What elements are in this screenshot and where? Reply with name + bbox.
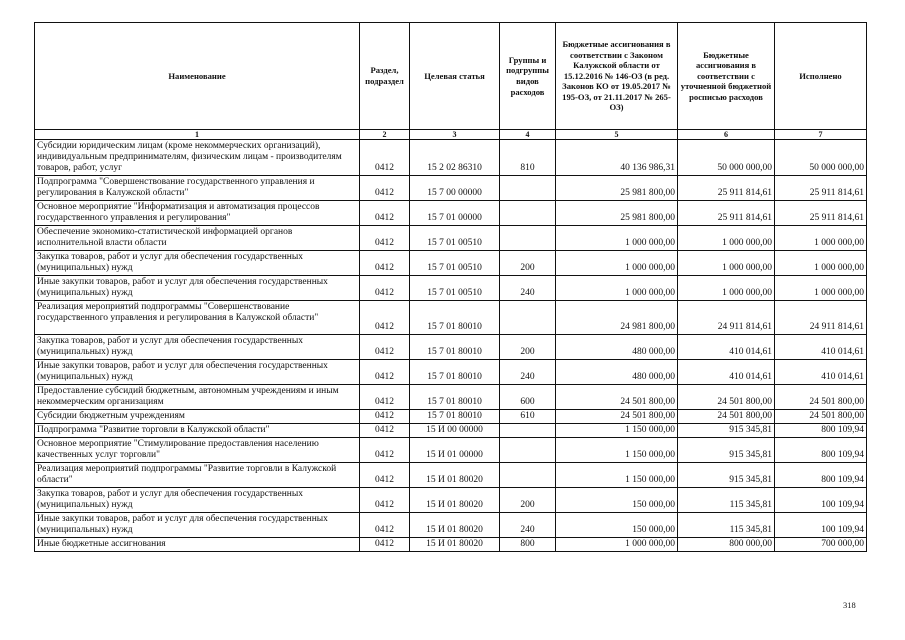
row-target-article: 15 7 01 80010 xyxy=(410,360,500,385)
row-name: Иные закупки товаров, работ и услуг для обеспечения государственных (муниципальных) нужд xyxy=(35,360,360,385)
table-row xyxy=(35,488,867,513)
row-section: 0412 xyxy=(360,513,410,538)
row-executed: 50 000 000,00 xyxy=(775,140,867,176)
row-law-allocation: 1 000 000,00 xyxy=(556,276,678,301)
row-section: 0412 xyxy=(360,226,410,251)
row-law-allocation: 40 136 986,31 xyxy=(556,140,678,176)
row-expense-group xyxy=(500,176,556,201)
row-expense-group: 800 xyxy=(500,538,556,552)
row-executed: 24 911 814,61 xyxy=(775,301,867,335)
row-law-allocation: 1 150 000,00 xyxy=(556,424,678,438)
row-section: 0412 xyxy=(360,410,410,424)
header-roster-allocations: Бюджетные ассигнования в соответствии с уточненной бюджетной росписью расходов xyxy=(678,23,775,130)
row-section: 0412 xyxy=(360,538,410,552)
row-name: Иные закупки товаров, работ и услуг для обеспечения государственных (муниципальных) нужд xyxy=(35,513,360,538)
table-row xyxy=(35,424,867,438)
row-executed: 800 109,94 xyxy=(775,463,867,488)
budget-table xyxy=(34,22,867,552)
row-section: 0412 xyxy=(360,251,410,276)
table-row xyxy=(35,438,867,463)
row-roster-allocation: 1 000 000,00 xyxy=(678,226,775,251)
row-law-allocation: 24 501 800,00 xyxy=(556,385,678,410)
page-number: 318 xyxy=(843,600,856,610)
row-executed: 410 014,61 xyxy=(775,335,867,360)
row-target-article: 15 И 01 80020 xyxy=(410,513,500,538)
row-roster-allocation: 410 014,61 xyxy=(678,360,775,385)
column-number: 4 xyxy=(500,130,556,140)
row-name: Основное мероприятие "Стимулирование предоставления населению качественных услуг торговли" xyxy=(35,438,360,463)
row-expense-group: 610 xyxy=(500,410,556,424)
row-section: 0412 xyxy=(360,176,410,201)
row-law-allocation: 1 000 000,00 xyxy=(556,226,678,251)
row-roster-allocation: 25 911 814,61 xyxy=(678,201,775,226)
column-number: 5 xyxy=(556,130,678,140)
row-name: Иные бюджетные ассигнования xyxy=(35,538,360,552)
row-section: 0412 xyxy=(360,463,410,488)
row-law-allocation: 24 981 800,00 xyxy=(556,301,678,335)
row-target-article: 15 7 01 80010 xyxy=(410,335,500,360)
column-number: 1 xyxy=(35,130,360,140)
row-target-article: 15 2 02 86310 xyxy=(410,140,500,176)
row-expense-group xyxy=(500,438,556,463)
row-name: Реализация мероприятий подпрограммы "Совершенствование государственного управления и регулирования в Калужской области" xyxy=(35,301,360,335)
row-target-article: 15 И 01 80020 xyxy=(410,538,500,552)
row-name: Закупка товаров, работ и услуг для обеспечения государственных (муниципальных) нужд xyxy=(35,335,360,360)
header-law-allocations: Бюджетные ассигнования в соответствии с Законом Калужской области от 15.12.2016 № 146-ОЗ (в ред. Законов КО от 19.05.2017 № 195-ОЗ, от 21.11.2017 № 265-ОЗ) xyxy=(556,23,678,130)
table-row xyxy=(35,360,867,385)
row-executed: 24 501 800,00 xyxy=(775,410,867,424)
row-target-article: 15 7 00 00000 xyxy=(410,176,500,201)
row-expense-group: 200 xyxy=(500,488,556,513)
row-roster-allocation: 24 911 814,61 xyxy=(678,301,775,335)
table-row xyxy=(35,251,867,276)
row-roster-allocation: 915 345,81 xyxy=(678,424,775,438)
column-number: 2 xyxy=(360,130,410,140)
row-name: Основное мероприятие "Информатизация и автоматизация процессов государственного управления и регулирования" xyxy=(35,201,360,226)
row-executed: 700 000,00 xyxy=(775,538,867,552)
row-name: Закупка товаров, работ и услуг для обеспечения государственных (муниципальных) нужд xyxy=(35,251,360,276)
table-row xyxy=(35,385,867,410)
table-row xyxy=(35,226,867,251)
row-expense-group xyxy=(500,463,556,488)
row-target-article: 15 7 01 80010 xyxy=(410,385,500,410)
row-target-article: 15 7 01 00510 xyxy=(410,276,500,301)
row-target-article: 15 7 01 80010 xyxy=(410,301,500,335)
row-law-allocation: 150 000,00 xyxy=(556,488,678,513)
row-target-article: 15 И 00 00000 xyxy=(410,424,500,438)
row-law-allocation: 1 000 000,00 xyxy=(556,538,678,552)
column-number-row xyxy=(35,130,867,140)
row-expense-group xyxy=(500,301,556,335)
header-executed: Исполнено xyxy=(775,23,867,130)
table-row xyxy=(35,140,867,176)
row-target-article: 15 7 01 00510 xyxy=(410,251,500,276)
table-row xyxy=(35,538,867,552)
row-roster-allocation: 800 000,00 xyxy=(678,538,775,552)
row-expense-group: 600 xyxy=(500,385,556,410)
row-roster-allocation: 24 501 800,00 xyxy=(678,410,775,424)
row-expense-group: 240 xyxy=(500,276,556,301)
row-expense-group: 200 xyxy=(500,251,556,276)
row-name: Иные закупки товаров, работ и услуг для обеспечения государственных (муниципальных) нужд xyxy=(35,276,360,301)
row-expense-group xyxy=(500,424,556,438)
row-target-article: 15 7 01 00000 xyxy=(410,201,500,226)
row-executed: 800 109,94 xyxy=(775,424,867,438)
row-law-allocation: 1 150 000,00 xyxy=(556,438,678,463)
row-executed: 1 000 000,00 xyxy=(775,226,867,251)
row-roster-allocation: 1 000 000,00 xyxy=(678,276,775,301)
row-section: 0412 xyxy=(360,438,410,463)
row-executed: 1 000 000,00 xyxy=(775,276,867,301)
table-row xyxy=(35,335,867,360)
row-target-article: 15 И 01 80020 xyxy=(410,463,500,488)
row-executed: 100 109,94 xyxy=(775,488,867,513)
row-section: 0412 xyxy=(360,385,410,410)
header-section: Раздел, подраздел xyxy=(360,23,410,130)
row-law-allocation: 1 000 000,00 xyxy=(556,251,678,276)
row-section: 0412 xyxy=(360,201,410,226)
table-row xyxy=(35,201,867,226)
row-roster-allocation: 50 000 000,00 xyxy=(678,140,775,176)
row-law-allocation: 480 000,00 xyxy=(556,335,678,360)
row-roster-allocation: 1 000 000,00 xyxy=(678,251,775,276)
row-name: Обеспечение экономико-статистической информацией органов исполнительной власти области xyxy=(35,226,360,251)
row-target-article: 15 7 01 00510 xyxy=(410,226,500,251)
row-name: Закупка товаров, работ и услуг для обеспечения государственных (муниципальных) нужд xyxy=(35,488,360,513)
row-expense-group: 240 xyxy=(500,513,556,538)
row-section: 0412 xyxy=(360,140,410,176)
row-expense-group xyxy=(500,226,556,251)
row-executed: 800 109,94 xyxy=(775,438,867,463)
header-expense-group: Группы и подгруппы видов расходов xyxy=(500,23,556,130)
row-expense-group: 240 xyxy=(500,360,556,385)
row-law-allocation: 24 501 800,00 xyxy=(556,410,678,424)
row-name: Подпрограмма "Совершенствование государственного управления и регулирования в Калужской области" xyxy=(35,176,360,201)
row-law-allocation: 150 000,00 xyxy=(556,513,678,538)
header-name: Наименование xyxy=(35,23,360,130)
row-law-allocation: 1 150 000,00 xyxy=(556,463,678,488)
row-section: 0412 xyxy=(360,335,410,360)
row-name: Субсидии юридическим лицам (кроме некоммерческих организаций), индивидуальным предпринимателям, физическим лицам - производителям товаров, работ, услуг xyxy=(35,140,360,176)
row-section: 0412 xyxy=(360,276,410,301)
column-number: 7 xyxy=(775,130,867,140)
row-roster-allocation: 24 501 800,00 xyxy=(678,385,775,410)
row-section: 0412 xyxy=(360,360,410,385)
row-name: Подпрограмма "Развитие торговли в Калужской области" xyxy=(35,424,360,438)
row-law-allocation: 25 981 800,00 xyxy=(556,176,678,201)
row-law-allocation: 480 000,00 xyxy=(556,360,678,385)
row-roster-allocation: 115 345,81 xyxy=(678,488,775,513)
row-executed: 24 501 800,00 xyxy=(775,385,867,410)
row-roster-allocation: 25 911 814,61 xyxy=(678,176,775,201)
row-section: 0412 xyxy=(360,301,410,335)
row-expense-group: 810 xyxy=(500,140,556,176)
row-roster-allocation: 410 014,61 xyxy=(678,335,775,360)
row-section: 0412 xyxy=(360,424,410,438)
row-name: Реализация мероприятий подпрограммы "Развитие торговли в Калужской области" xyxy=(35,463,360,488)
table-row xyxy=(35,276,867,301)
row-roster-allocation: 115 345,81 xyxy=(678,513,775,538)
table-row xyxy=(35,301,867,335)
row-expense-group: 200 xyxy=(500,335,556,360)
header-row xyxy=(35,23,867,130)
row-executed: 25 911 814,61 xyxy=(775,201,867,226)
table-row xyxy=(35,176,867,201)
row-executed: 25 911 814,61 xyxy=(775,176,867,201)
table-row xyxy=(35,463,867,488)
row-executed: 410 014,61 xyxy=(775,360,867,385)
row-target-article: 15 И 01 80020 xyxy=(410,488,500,513)
column-number: 6 xyxy=(678,130,775,140)
row-law-allocation: 25 981 800,00 xyxy=(556,201,678,226)
row-executed: 100 109,94 xyxy=(775,513,867,538)
row-target-article: 15 7 01 80010 xyxy=(410,410,500,424)
row-executed: 1 000 000,00 xyxy=(775,251,867,276)
row-roster-allocation: 915 345,81 xyxy=(678,463,775,488)
row-name: Предоставление субсидий бюджетным, автономным учреждениям и иным некоммерческим организациям xyxy=(35,385,360,410)
row-target-article: 15 И 01 00000 xyxy=(410,438,500,463)
row-roster-allocation: 915 345,81 xyxy=(678,438,775,463)
row-name: Субсидии бюджетным учреждениям xyxy=(35,410,360,424)
row-section: 0412 xyxy=(360,488,410,513)
header-target-article: Целевая статья xyxy=(410,23,500,130)
column-number: 3 xyxy=(410,130,500,140)
row-expense-group xyxy=(500,201,556,226)
table-row xyxy=(35,410,867,424)
table-row xyxy=(35,513,867,538)
